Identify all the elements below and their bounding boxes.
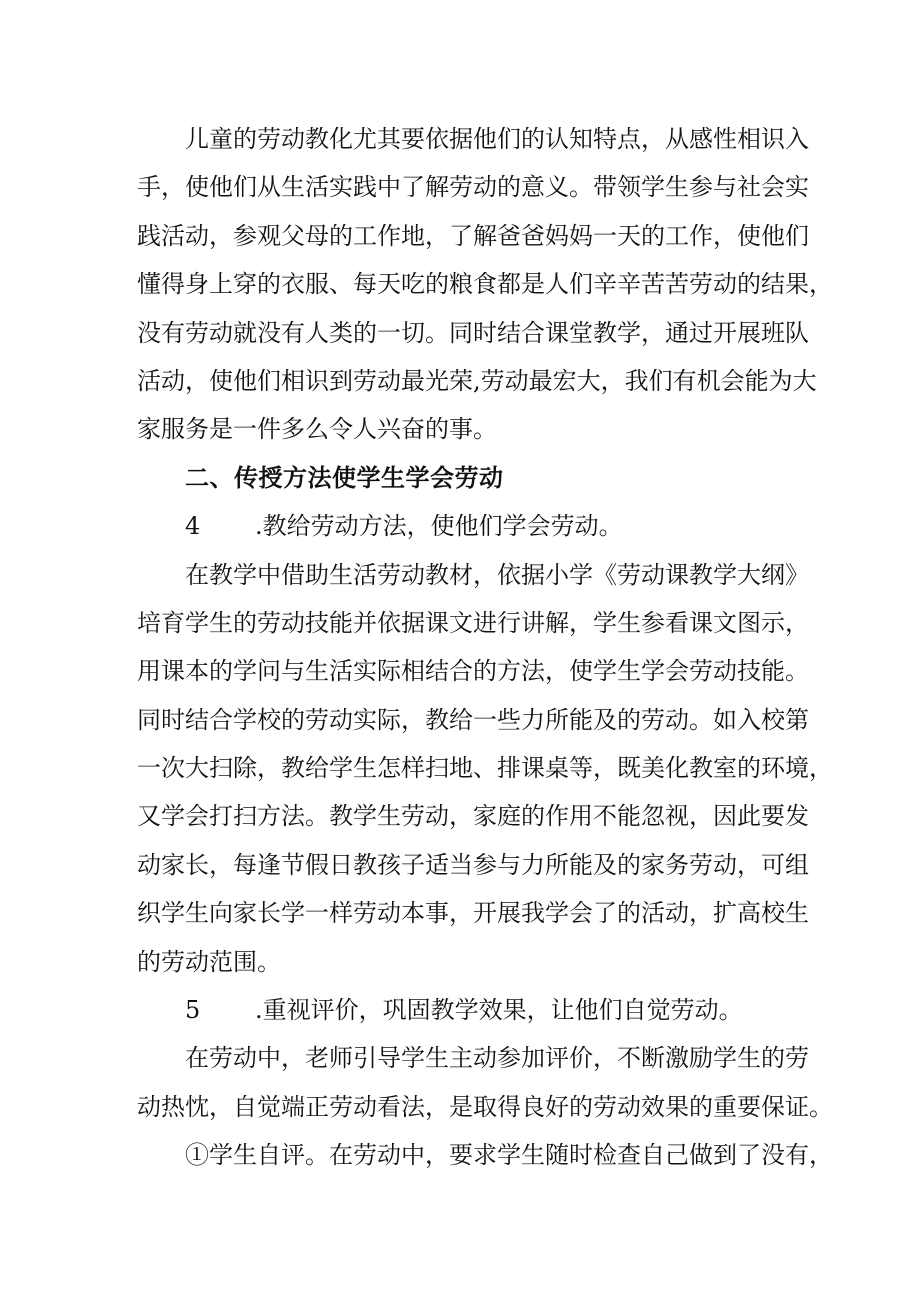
document-body [137, 115, 833, 1180]
item-text: .教给劳动方法，使他们学会劳动。 [255, 512, 623, 541]
paragraph-line: 的劳动范围。 [137, 947, 281, 976]
item-text: .重视评价，巩固教学效果，让他们自觉劳动。 [255, 996, 743, 1025]
item-number: 4 [185, 512, 201, 541]
paragraph-line: 在教学中借助生活劳动教材，依据小学《劳动课教学大纲》 [185, 560, 809, 589]
paragraph-line: 又学会打扫方法。教学生劳动，家庭的作用不能忽视，因此要发 [137, 802, 809, 831]
paragraph-line: 织学生向家长学一样劳动本事，开展我学会了的活动，扩高校生 [137, 899, 809, 928]
numbered-item [137, 986, 797, 1034]
paragraph-line: 动家长，每逢节假日教孩子适当参与力所能及的家务劳动，可组 [137, 850, 809, 879]
paragraph-line: 活动，使他们相识到劳动最光荣,劳动最宏大，我们有机会能为大 [137, 366, 817, 395]
section-heading: 二、传授方法使学生学会劳动 [185, 463, 504, 492]
paragraph-line: 儿童的劳动教化尤其要依据他们的认知特点，从感性相识入 [185, 125, 809, 153]
paragraph-line: 懂得身上穿的衣服、每天吃的粮食都是人们辛辛苦苦劳动的结果， [137, 270, 833, 299]
numbered-item [137, 502, 797, 550]
paragraph-line: 手，使他们从生活实践中了解劳动的意义。带领学生参与社会实 [137, 173, 809, 202]
paragraph-line: 家服务是一件多么令人兴奋的事。 [137, 415, 497, 444]
paragraph-line: 在劳动中，老师引导学生主动参加评价，不断激励学生的劳 [185, 1044, 809, 1073]
paragraph-line: 践活动，参观父母的工作地，了解爸爸妈妈一天的工作，使他们 [137, 221, 809, 250]
paragraph-line: 培育学生的劳动技能并依据课文进行讲解，学生参看课文图示， [137, 608, 809, 637]
paragraph-line: ①学生自评。在劳动中，要求学生随时检查自己做到了没有， [185, 1141, 833, 1170]
paragraph-line: 没有劳动就没有人类的一切。同时结合课堂教学，通过开展班队 [137, 318, 809, 347]
paragraph-line: 一次大扫除，教给学生怎样扫地、排课桌等，既美化教室的环境， [137, 754, 833, 783]
item-number: 5 [185, 996, 201, 1025]
paragraph-line: 动热忱，自觉端正劳动看法，是取得良好的劳动效果的重要保证。 [137, 1092, 833, 1121]
paragraph-line: 同时结合学校的劳动实际，教给一些力所能及的劳动。如入校第 [137, 705, 809, 734]
paragraph-line: 用课本的学问与生活实际相结合的方法，使学生学会劳动技能。 [137, 657, 809, 686]
